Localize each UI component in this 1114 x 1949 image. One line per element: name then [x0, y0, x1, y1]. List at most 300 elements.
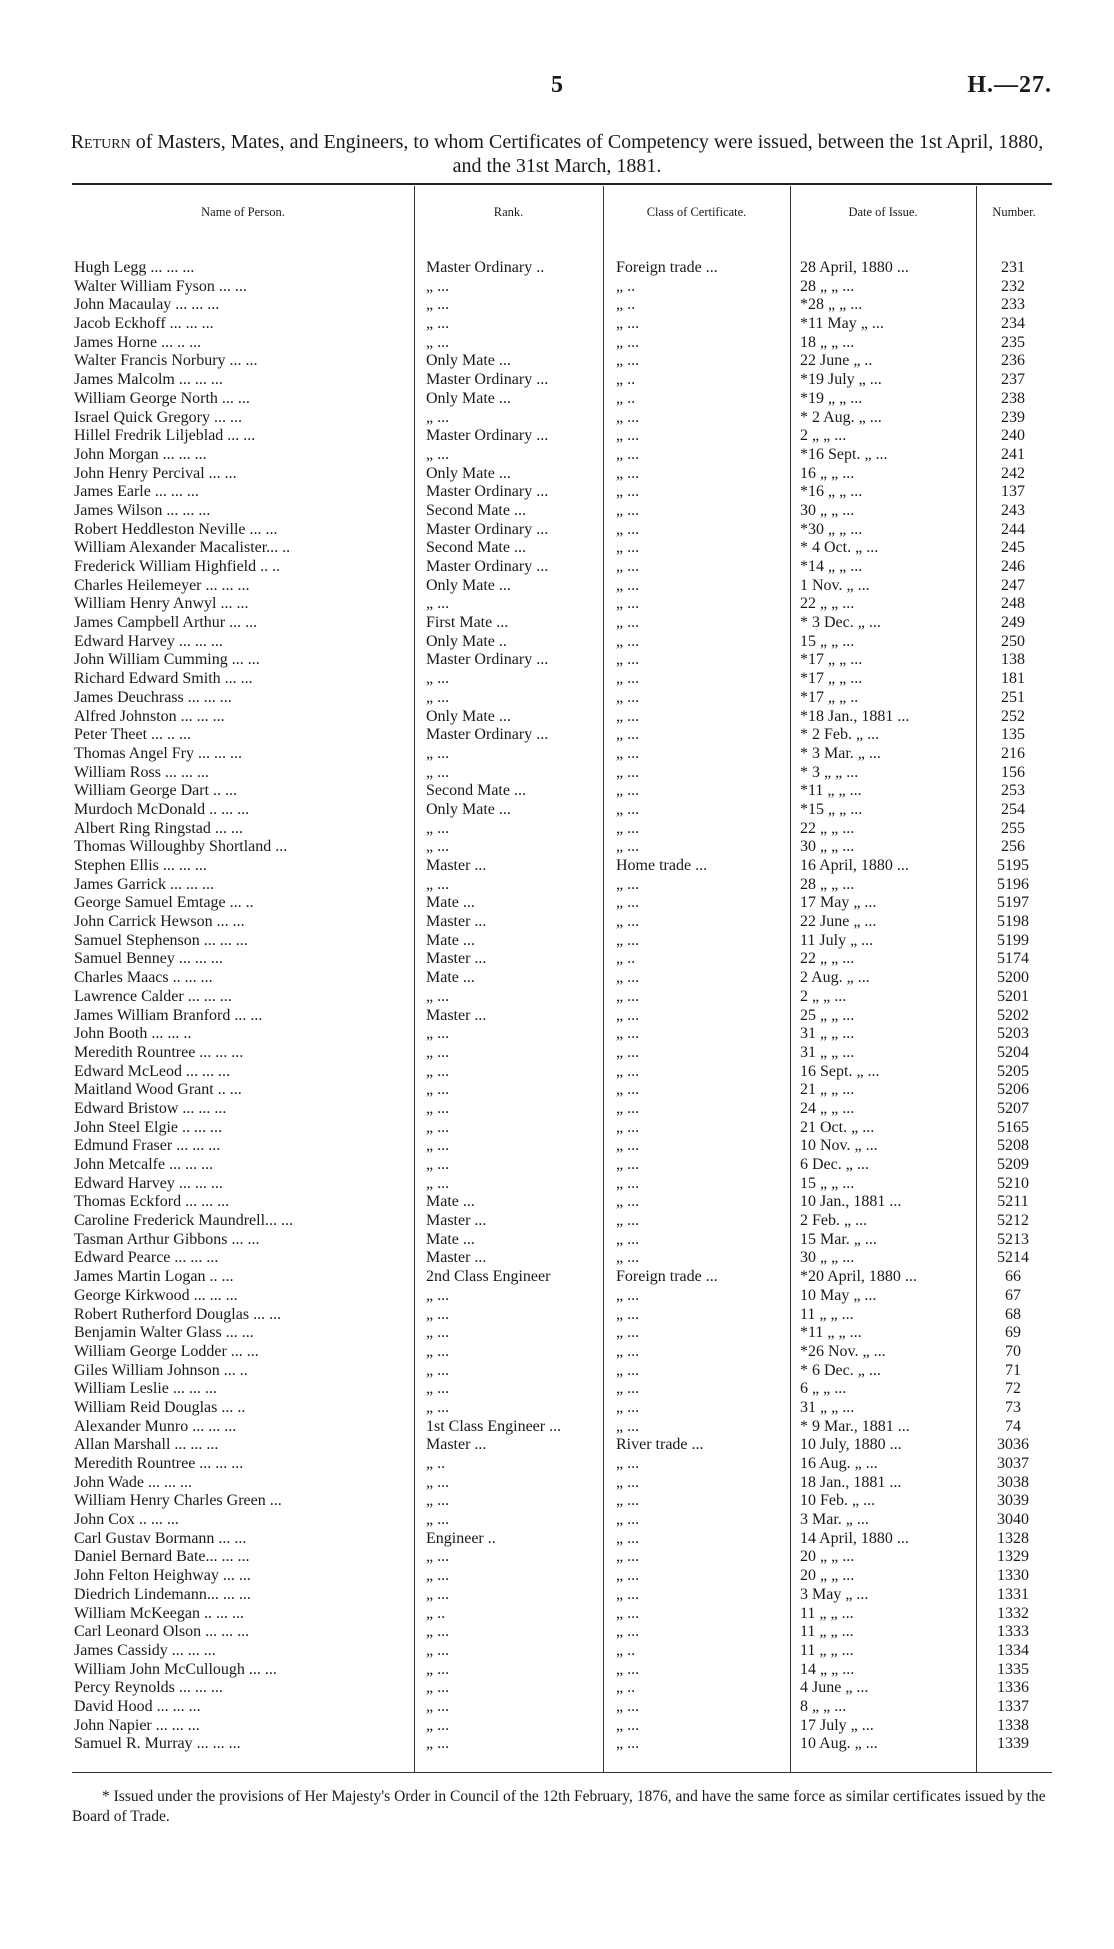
- date-of-issue: 28 „ „ ...: [800, 875, 855, 893]
- person-name: John Cox .. ... ...: [74, 1511, 179, 1529]
- date-of-issue: 16 April, 1880 ...: [800, 857, 909, 874]
- table-row: [0, 1212, 1114, 1231]
- certificate-class: „ ...: [616, 1567, 640, 1585]
- certificate-class: „ ...: [616, 1118, 640, 1136]
- rank: Second Mate ...: [426, 539, 526, 557]
- date-of-issue: 2 „ „ ...: [800, 427, 847, 445]
- certificate-class: „ ...: [616, 1006, 640, 1024]
- table-row: [0, 521, 1114, 540]
- certificate-number: 244: [1001, 520, 1025, 538]
- date-of-issue: 10 July, 1880 ...: [800, 1436, 902, 1454]
- certificate-class: „ ...: [616, 1156, 640, 1173]
- certificate-class: „ ...: [616, 408, 640, 426]
- certificate-class: „ ...: [616, 1380, 640, 1398]
- certificate-class: „ ...: [616, 1342, 640, 1360]
- rank: „ ...: [426, 333, 450, 351]
- date-of-issue: *30 „ „ ...: [800, 520, 863, 538]
- person-name: Tasman Arthur Gibbons ... ...: [74, 1230, 260, 1248]
- date-of-issue: * 3 „ „ ...: [800, 763, 859, 781]
- table-row: [0, 670, 1114, 689]
- certificate-class: „ ...: [616, 1212, 640, 1230]
- table-row: [0, 1548, 1114, 1567]
- person-name: John Macaulay ... ... ...: [74, 296, 220, 314]
- person-name: William Leslie ... ... ...: [74, 1380, 217, 1398]
- date-of-issue: *11 May „ ...: [800, 315, 884, 333]
- rank: „ ...: [426, 1137, 450, 1155]
- table-row: [0, 296, 1114, 315]
- person-name: Alfred Johnston ... ... ...: [74, 707, 225, 725]
- certificate-number: 3038: [997, 1473, 1029, 1491]
- date-of-issue: 17 July „ ...: [800, 1716, 874, 1734]
- rank: 2nd Class Engineer: [426, 1268, 551, 1286]
- rank: Master ...: [426, 913, 487, 931]
- rank: Engineer ..: [426, 1529, 496, 1547]
- date-of-issue: 21 „ „ ...: [800, 1081, 855, 1099]
- certificate-number: 1331: [997, 1585, 1029, 1603]
- table-row: [0, 1063, 1114, 1082]
- table-row: [0, 1175, 1114, 1194]
- date-of-issue: *19 „ „ ...: [800, 389, 863, 407]
- certificate-number: 5209: [997, 1156, 1029, 1173]
- certificate-class: „ ...: [616, 1174, 640, 1192]
- certificate-class: „ ...: [616, 931, 640, 949]
- table-row: [0, 1399, 1114, 1418]
- person-name: James Wilson ... ... ...: [74, 501, 211, 519]
- certificate-class: „ ...: [616, 744, 640, 762]
- certificate-class: „ ...: [616, 1043, 640, 1061]
- rank: „ ...: [426, 1716, 450, 1734]
- rank: Master Ordinary ...: [426, 558, 549, 575]
- table-row: [0, 483, 1114, 502]
- rank: „ ...: [426, 296, 450, 314]
- table-row: [0, 1661, 1114, 1680]
- certificate-number: 238: [1001, 389, 1025, 407]
- table-row: [0, 259, 1114, 278]
- certificate-class: River trade ...: [616, 1436, 704, 1454]
- person-name: James Campbell Arthur ... ...: [74, 614, 258, 632]
- rank: „ ...: [426, 1697, 450, 1715]
- person-name: William Alexander Macalister... ..: [74, 539, 291, 557]
- person-name: John Booth ... ... ..: [74, 1025, 192, 1043]
- person-name: Carl Leonard Olson ... ... ...: [74, 1623, 250, 1641]
- certificate-class: „ ...: [616, 595, 640, 613]
- rank: Master Ordinary ..: [426, 259, 545, 276]
- date-of-issue: *19 July „ ...: [800, 371, 882, 389]
- person-name: Edward Harvey ... ... ...: [74, 632, 223, 650]
- person-name: Daniel Bernard Bate... ... ...: [74, 1548, 250, 1566]
- rank: Mate ...: [426, 894, 475, 912]
- table-row: [0, 1679, 1114, 1698]
- date-of-issue: 16 Aug. „ ...: [800, 1455, 878, 1472]
- rank: Master ...: [426, 950, 487, 968]
- date-of-issue: 28 „ „ ...: [800, 277, 855, 295]
- title-text: of Masters, Mates, and Engineers, to whom Certificates of Competency were issued, between the 1st April, 1880, and the 31st March, 1881.: [130, 131, 1044, 177]
- table-row: [0, 1025, 1114, 1044]
- certificate-class: Foreign trade ...: [616, 259, 718, 276]
- date-of-issue: 3 Mar. „ ...: [800, 1511, 869, 1529]
- person-name: John Steel Elgie .. ... ...: [74, 1118, 222, 1136]
- date-of-issue: 11 „ „ ...: [800, 1604, 854, 1622]
- certificate-number: 5207: [997, 1099, 1029, 1117]
- person-name: Meredith Rountree ... ... ...: [74, 1455, 244, 1472]
- person-name: Giles William Johnson ... ..: [74, 1361, 248, 1379]
- certificate-number: 232: [1001, 277, 1025, 295]
- certificate-class: „ ...: [616, 1137, 640, 1155]
- rank: „ ...: [426, 1305, 450, 1323]
- rank: Master Ordinary ...: [426, 427, 549, 445]
- person-name: Diedrich Lindemann... ... ...: [74, 1585, 251, 1603]
- certificate-class: „ ..: [616, 371, 636, 389]
- certificate-number: 3040: [997, 1511, 1029, 1529]
- rank: „ ...: [426, 1679, 450, 1697]
- table-row: [0, 801, 1114, 820]
- date-of-issue: 10 Nov. „ ...: [800, 1137, 878, 1155]
- certificate-class: „ ...: [616, 632, 640, 650]
- date-of-issue: 1 Nov. „ ...: [800, 576, 870, 594]
- rank: First Mate ...: [426, 614, 509, 632]
- table-row: [0, 1137, 1114, 1156]
- rank: „ ...: [426, 1025, 450, 1043]
- date-of-issue: 8 „ „ ...: [800, 1697, 847, 1715]
- person-name: Israel Quick Gregory ... ...: [74, 408, 242, 426]
- table-row: [0, 1044, 1114, 1063]
- person-name: John Morgan ... ... ...: [74, 445, 207, 463]
- rank: „ ...: [426, 1118, 450, 1136]
- certificate-class: „ ...: [616, 1548, 640, 1566]
- table-top-rule: [72, 183, 1052, 185]
- table-row: [0, 1511, 1114, 1530]
- person-name: William McKeegan .. ... ...: [74, 1604, 244, 1622]
- certificate-number: 216: [1001, 744, 1025, 762]
- person-name: James Martin Logan .. ...: [74, 1268, 234, 1286]
- certificate-class: „ ...: [616, 1529, 640, 1547]
- certificate-number: 250: [1001, 632, 1025, 650]
- person-name: John William Cumming ... ...: [74, 651, 260, 669]
- rank: „ ...: [426, 1735, 450, 1753]
- person-name: William Henry Anwyl ... ...: [74, 595, 249, 613]
- certificate-number: 231: [1001, 259, 1025, 276]
- table-row: [0, 1436, 1114, 1455]
- table-row: [0, 539, 1114, 558]
- rank: Only Mate ...: [426, 576, 511, 594]
- rank: „ ...: [426, 1099, 450, 1117]
- certificate-number: 1333: [997, 1623, 1029, 1641]
- date-of-issue: 11 „ „ ...: [800, 1623, 854, 1641]
- date-of-issue: * 2 Feb. „ ...: [800, 726, 880, 744]
- table-row: [0, 988, 1114, 1007]
- certificate-table-body: [0, 259, 1114, 1754]
- table-row: [0, 1380, 1114, 1399]
- rank: „ ...: [426, 1361, 450, 1379]
- page-title: [60, 130, 1054, 178]
- date-of-issue: 10 Aug. „ ...: [800, 1735, 878, 1753]
- certificate-number: 235: [1001, 333, 1025, 351]
- certificate-class: „ ...: [616, 1062, 640, 1080]
- certificate-class: „ ...: [616, 1230, 640, 1248]
- column-header-number: Number.: [992, 205, 1036, 219]
- certificate-number: 245: [1001, 539, 1025, 557]
- certificate-number: 252: [1001, 707, 1025, 725]
- rank: Master Ordinary ...: [426, 371, 549, 389]
- date-of-issue: *16 Sept. „ ...: [800, 445, 888, 463]
- certificate-number: 138: [1001, 651, 1025, 669]
- certificate-class: „ ...: [616, 707, 640, 725]
- certificate-number: 246: [1001, 558, 1025, 575]
- certificate-class: „ ...: [616, 1286, 640, 1304]
- table-row: [0, 1287, 1114, 1306]
- certificate-number: 241: [1001, 445, 1025, 463]
- table-row: [0, 1007, 1114, 1026]
- certificate-number: 66: [1005, 1268, 1021, 1286]
- certificate-number: 237: [1001, 371, 1025, 389]
- table-row: [0, 932, 1114, 951]
- rank: Master Ordinary ...: [426, 651, 549, 669]
- person-name: Samuel Benney ... ... ...: [74, 950, 223, 968]
- rank: Master ...: [426, 857, 487, 874]
- person-name: James William Branford ... ...: [74, 1006, 263, 1024]
- person-name: Edmund Fraser ... ... ...: [74, 1137, 221, 1155]
- certificate-class: „ ...: [616, 352, 640, 370]
- date-of-issue: * 3 Dec. „ ...: [800, 614, 881, 632]
- table-row: [0, 1306, 1114, 1325]
- certificate-class: „ ...: [616, 1398, 640, 1416]
- date-of-issue: *16 „ „ ...: [800, 483, 863, 501]
- person-name: Charles Maacs .. ... ...: [74, 969, 213, 987]
- table-row: [0, 876, 1114, 895]
- certificate-class: „ ...: [616, 763, 640, 781]
- certificate-number: 68: [1005, 1305, 1021, 1323]
- date-of-issue: 25 „ „ ...: [800, 1006, 855, 1024]
- certificate-class: „ ...: [616, 819, 640, 837]
- certificate-class: „ ...: [616, 913, 640, 931]
- date-of-issue: *28 „ „ ...: [800, 296, 863, 314]
- person-name: Hillel Fredrik Liljeblad ... ...: [74, 427, 256, 445]
- person-name: Benjamin Walter Glass ... ...: [74, 1324, 254, 1342]
- certificate-number: 67: [1005, 1286, 1021, 1304]
- certificate-number: 1330: [997, 1567, 1029, 1585]
- person-name: James Malcolm ... ... ...: [74, 371, 223, 389]
- person-name: Edward McLeod ... ... ...: [74, 1062, 230, 1080]
- rank: Master Ordinary ...: [426, 520, 549, 538]
- certificate-number: 5204: [997, 1043, 1029, 1061]
- table-row: [0, 1605, 1114, 1624]
- table-row: [0, 651, 1114, 670]
- table-row: [0, 1623, 1114, 1642]
- person-name: Peter Theet ... .. ...: [74, 726, 192, 744]
- rank: Only Mate ...: [426, 389, 511, 407]
- date-of-issue: 24 „ „ ...: [800, 1099, 855, 1117]
- table-row: [0, 1492, 1114, 1511]
- date-of-issue: 30 „ „ ...: [800, 838, 855, 856]
- certificate-number: 1339: [997, 1735, 1029, 1753]
- certificate-number: 5212: [997, 1212, 1029, 1230]
- date-of-issue: * 9 Mar., 1881 ...: [800, 1417, 910, 1435]
- date-of-issue: 21 Oct. „ ...: [800, 1118, 875, 1136]
- rank: Master ...: [426, 1249, 487, 1267]
- person-name: John Henry Percival ... ...: [74, 464, 237, 482]
- person-name: Lawrence Calder ... ... ...: [74, 987, 232, 1005]
- certificate-class: „ ...: [616, 782, 640, 800]
- date-of-issue: 17 May „ ...: [800, 894, 877, 912]
- certificate-number: 5198: [997, 913, 1029, 931]
- certificate-number: 3036: [997, 1436, 1029, 1454]
- certificate-number: 3037: [997, 1455, 1029, 1472]
- certificate-class: „ ...: [616, 1081, 640, 1099]
- certificate-class: „ ...: [616, 651, 640, 669]
- certificate-number: 239: [1001, 408, 1025, 426]
- person-name: Thomas Willoughby Shortland ...: [74, 838, 288, 856]
- date-of-issue: * 6 Dec. „ ...: [800, 1361, 881, 1379]
- rank: „ ...: [426, 1156, 450, 1173]
- rank: Only Mate ..: [426, 632, 507, 650]
- person-name: George Samuel Emtage ... ..: [74, 894, 254, 912]
- table-row: [0, 502, 1114, 521]
- date-of-issue: 16 „ „ ...: [800, 464, 855, 482]
- date-of-issue: 2 Aug. „ ...: [800, 969, 870, 987]
- column-header-date: Date of Issue.: [848, 205, 918, 219]
- date-of-issue: 22 June „ ...: [800, 913, 877, 931]
- date-of-issue: 31 „ „ ...: [800, 1043, 855, 1061]
- rank: „ ...: [426, 1567, 450, 1585]
- certificate-class: „ ...: [616, 1473, 640, 1491]
- person-name: John Wade ... ... ...: [74, 1473, 192, 1491]
- person-name: William George Dart .. ...: [74, 782, 238, 800]
- person-name: Robert Rutherford Douglas ... ...: [74, 1305, 282, 1323]
- person-name: Edward Harvey ... ... ...: [74, 1174, 223, 1192]
- rank: Master ...: [426, 1006, 487, 1024]
- date-of-issue: 18 „ „ ...: [800, 333, 855, 351]
- date-of-issue: 18 Jan., 1881 ...: [800, 1473, 902, 1491]
- certificate-number: 254: [1001, 800, 1025, 818]
- certificate-number: 5203: [997, 1025, 1029, 1043]
- date-of-issue: 3 May „ ...: [800, 1585, 869, 1603]
- date-of-issue: 31 „ „ ...: [800, 1025, 855, 1043]
- table-row: [0, 371, 1114, 390]
- date-of-issue: 10 Feb. „ ...: [800, 1492, 876, 1510]
- person-name: John Felton Heighway ... ...: [74, 1567, 251, 1585]
- person-name: Edward Bristow ... ... ...: [74, 1099, 227, 1117]
- person-name: James Cassidy ... ... ...: [74, 1641, 216, 1659]
- rank: Second Mate ...: [426, 501, 526, 519]
- person-name: John Metcalfe ... ... ...: [74, 1156, 214, 1173]
- certificate-number: 1338: [997, 1716, 1029, 1734]
- person-name: Maitland Wood Grant .. ...: [74, 1081, 242, 1099]
- certificate-number: 249: [1001, 614, 1025, 632]
- certificate-class: „ ...: [616, 520, 640, 538]
- certificate-class: „ ...: [616, 838, 640, 856]
- rank: „ ...: [426, 1174, 450, 1192]
- footnote: * Issued under the provisions of Her Majesty's Order in Council of the 12th February, 1876, and have the same force as similar certificates issued by the Board of Trade.: [72, 1788, 1046, 1825]
- date-of-issue: *11 „ „ ...: [800, 1324, 862, 1342]
- rank: „ ...: [426, 819, 450, 837]
- certificate-class: „ ...: [616, 688, 640, 706]
- table-row: [0, 558, 1114, 577]
- certificate-number: 5201: [997, 987, 1029, 1005]
- certificate-number: 1337: [997, 1697, 1029, 1715]
- column-header-rank: Rank.: [493, 205, 524, 219]
- certificate-number: 1328: [997, 1529, 1029, 1547]
- rank: „ ...: [426, 1398, 450, 1416]
- rank: „ ...: [426, 1062, 450, 1080]
- rank: „ ...: [426, 1043, 450, 1061]
- table-row: [0, 390, 1114, 409]
- certificate-number: 253: [1001, 782, 1025, 800]
- rank: „ ...: [426, 688, 450, 706]
- certificate-number: 5211: [997, 1193, 1029, 1211]
- table-row: [0, 1119, 1114, 1138]
- person-name: Charles Heilemeyer ... ... ...: [74, 576, 250, 594]
- certificate-class: „ ...: [616, 969, 640, 987]
- rank: Mate ...: [426, 1193, 475, 1211]
- certificate-number: 3039: [997, 1492, 1029, 1510]
- rank: „ ...: [426, 1585, 450, 1603]
- certificate-class: „ ...: [616, 894, 640, 912]
- rank: „ ...: [426, 1641, 450, 1659]
- certificate-class: „ ...: [616, 726, 640, 744]
- certificate-class: „ ...: [616, 1604, 640, 1622]
- rank: „ ...: [426, 445, 450, 463]
- date-of-issue: *11 „ „ ...: [800, 782, 862, 800]
- rank: „ ...: [426, 1548, 450, 1566]
- date-of-issue: *17 „ „ ...: [800, 670, 863, 688]
- certificate-class: „ ...: [616, 670, 640, 688]
- table-row: [0, 1362, 1114, 1381]
- person-name: John Napier ... ... ...: [74, 1716, 200, 1734]
- certificate-class: „ ...: [616, 1660, 640, 1678]
- person-name: William George Lodder ... ...: [74, 1342, 259, 1360]
- rank: „ ...: [426, 987, 450, 1005]
- person-name: Samuel Stephenson ... ... ...: [74, 931, 248, 949]
- date-of-issue: 15 „ „ ...: [800, 632, 855, 650]
- person-name: James Horne ... .. ...: [74, 333, 202, 351]
- certificate-class: „ ...: [616, 1697, 640, 1715]
- date-of-issue: 2 Feb. „ ...: [800, 1212, 868, 1230]
- table-row: [0, 1418, 1114, 1437]
- certificate-class: Home trade ...: [616, 857, 708, 874]
- rank: Master ...: [426, 1436, 487, 1454]
- certificate-number: 5202: [997, 1006, 1029, 1024]
- rank: 1st Class Engineer ...: [426, 1417, 562, 1435]
- rank: Mate ...: [426, 931, 475, 949]
- table-row: [0, 689, 1114, 708]
- certificate-number: 1332: [997, 1604, 1029, 1622]
- table-row: [0, 409, 1114, 428]
- certificate-number: 5165: [997, 1118, 1029, 1136]
- table-row: [0, 969, 1114, 988]
- certificate-class: „ ...: [616, 987, 640, 1005]
- rank: „ ...: [426, 595, 450, 613]
- certificate-number: 72: [1005, 1380, 1021, 1398]
- rank: Only Mate ...: [426, 352, 511, 370]
- rank: „ ...: [426, 875, 450, 893]
- certificate-class: „ ...: [616, 1455, 640, 1472]
- person-name: Walter Francis Norbury ... ...: [74, 352, 258, 370]
- person-name: Caroline Frederick Maundrell... ...: [74, 1212, 294, 1230]
- document-code: H.—27.: [967, 72, 1052, 98]
- table-row: [0, 446, 1114, 465]
- certificate-number: 135: [1001, 726, 1025, 744]
- certificate-class: „ ...: [616, 333, 640, 351]
- person-name: William Henry Charles Green ...: [74, 1492, 282, 1510]
- rank: Mate ...: [426, 969, 475, 987]
- rank: Only Mate ...: [426, 800, 511, 818]
- certificate-number: 5174: [997, 950, 1029, 968]
- certificate-number: 137: [1001, 483, 1025, 501]
- certificate-number: 240: [1001, 427, 1025, 445]
- person-name: Jacob Eckhoff ... ... ...: [74, 315, 214, 333]
- certificate-number: 256: [1001, 838, 1025, 856]
- certificate-class: „ ...: [616, 875, 640, 893]
